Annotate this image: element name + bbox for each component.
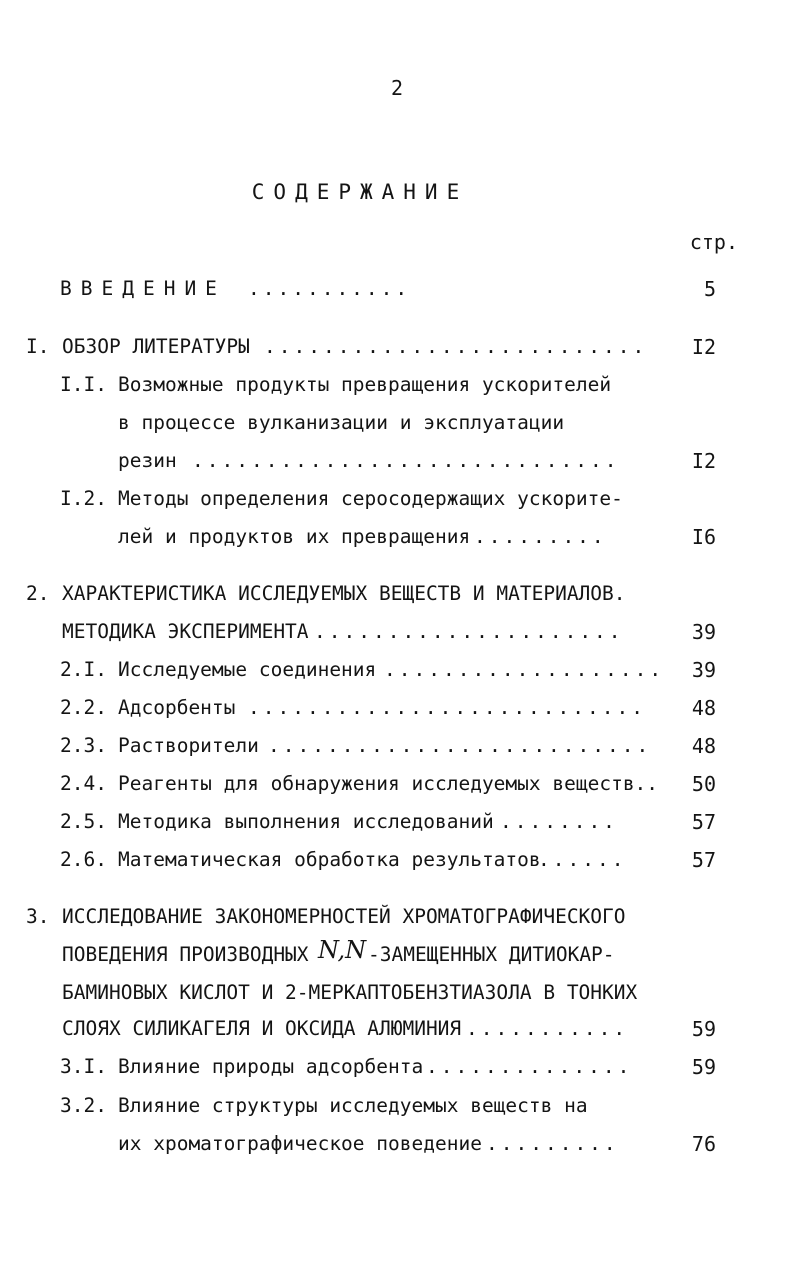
toc-page: I6 bbox=[691, 525, 716, 549]
dot-leader: ...... bbox=[538, 848, 627, 871]
toc-page: 59 bbox=[691, 1017, 716, 1041]
dot-leader: .......................... bbox=[268, 734, 652, 757]
dot-leader: ......... bbox=[486, 1132, 619, 1155]
toc-number: 3. bbox=[26, 905, 50, 928]
toc-title-line: резин bbox=[118, 449, 177, 472]
page-title: СОДЕРЖАНИЕ bbox=[251, 180, 469, 204]
toc-title: Методика выполнения исследований bbox=[118, 810, 494, 833]
toc-title-line: ПОВЕДЕНИЯ ПРОИЗВОДНЫХ bbox=[62, 943, 309, 966]
dot-leader: ......... bbox=[474, 525, 607, 548]
toc-page: I2 bbox=[691, 449, 716, 473]
toc-page: 48 bbox=[691, 734, 716, 758]
toc-page: I2 bbox=[691, 335, 716, 359]
dot-leader: ............................. bbox=[192, 449, 620, 472]
toc-number: 2.5. bbox=[60, 810, 107, 833]
dot-leader: ........................... bbox=[248, 696, 646, 719]
toc-title-line: Влияние структуры исследуемых веществ на bbox=[118, 1094, 588, 1117]
toc-page: 39 bbox=[691, 658, 716, 682]
toc-page: 5 bbox=[703, 277, 716, 301]
toc-title: Влияние природы адсорбента bbox=[118, 1055, 424, 1078]
toc-number: 2.4. bbox=[60, 772, 107, 795]
dot-leader: ........... bbox=[248, 277, 411, 300]
toc-number: 2.I. bbox=[60, 658, 107, 681]
dot-leader: .......................... bbox=[264, 335, 648, 358]
toc-number: 2.2. bbox=[60, 696, 107, 719]
toc-number: 3.2. bbox=[60, 1094, 107, 1117]
toc-title-line: лей и продуктов их превращения bbox=[118, 525, 471, 548]
toc-number: 2.3. bbox=[60, 734, 107, 757]
toc-title: ВВЕДЕНИЕ bbox=[60, 277, 226, 300]
toc-page: 76 bbox=[691, 1132, 716, 1156]
toc-title-line: Методы определения серосодержащих ускорите- bbox=[118, 487, 623, 510]
toc-title-line: ХАРАКТЕРИСТИКА ИССЛЕДУЕМЫХ ВЕЩЕСТВ И МАТЕРИАЛОВ. bbox=[62, 582, 626, 605]
toc-title-line: СЛОЯХ СИЛИКАГЕЛЯ И ОКСИДА АЛЮМИНИЯ bbox=[62, 1017, 462, 1040]
nn-italic-symbol: N,N bbox=[318, 936, 367, 964]
toc-number: 2.6. bbox=[60, 848, 107, 871]
toc-title: Адсорбенты bbox=[118, 696, 236, 719]
toc-title: ОБЗОР ЛИТЕРАТУРЫ bbox=[62, 335, 250, 358]
toc-page: 57 bbox=[691, 810, 716, 834]
toc-title-line: МЕТОДИКА ЭКСПЕРИМЕНТА bbox=[62, 620, 309, 643]
toc-number: I.I. bbox=[60, 373, 107, 396]
toc-title: Растворители bbox=[118, 734, 259, 757]
toc-number: I. bbox=[26, 335, 50, 358]
dot-leader: ................... bbox=[384, 658, 665, 681]
dot-leader: ........... bbox=[466, 1017, 629, 1040]
toc-title-line: -ЗАМЕЩЕННЫХ ДИТИОКАР- bbox=[368, 943, 615, 966]
toc-title: Реагенты для обнаружения исследуемых веществ.. bbox=[118, 772, 659, 795]
toc-title-line: ИССЛЕДОВАНИЕ ЗАКОНОМЕРНОСТЕЙ ХРОМАТОГРАФИЧЕСКОГО bbox=[62, 905, 626, 928]
toc-number: 3.I. bbox=[60, 1055, 107, 1078]
page-column-header: стр. bbox=[689, 230, 738, 254]
toc-title: Математическая обработка результатов bbox=[118, 848, 541, 871]
toc-page: 39 bbox=[691, 620, 716, 644]
page-number: 2 bbox=[390, 76, 404, 100]
toc-title-line: их хроматографическое поведение bbox=[118, 1132, 482, 1155]
toc-number: I.2. bbox=[60, 487, 107, 510]
toc-title-line: Возможные продукты превращения ускорителей bbox=[118, 373, 612, 396]
toc-number: 2. bbox=[26, 582, 50, 605]
toc-page: 57 bbox=[691, 848, 716, 872]
toc-page: 48 bbox=[691, 696, 716, 720]
dot-leader: ........ bbox=[500, 810, 618, 833]
toc-page: 59 bbox=[691, 1055, 716, 1079]
toc-title: Исследуемые соединения bbox=[118, 658, 377, 681]
dot-leader: ..................... bbox=[314, 620, 624, 643]
toc-page: 50 bbox=[691, 772, 716, 796]
toc-title-line: БАМИНОВЫХ КИСЛОТ И 2-МЕРКАПТОБЕНЗТИАЗОЛА В ТОНКИХ bbox=[62, 981, 638, 1004]
toc-title-line: в процессе вулканизации и эксплуатации bbox=[118, 411, 565, 434]
dot-leader: .............. bbox=[426, 1055, 633, 1078]
